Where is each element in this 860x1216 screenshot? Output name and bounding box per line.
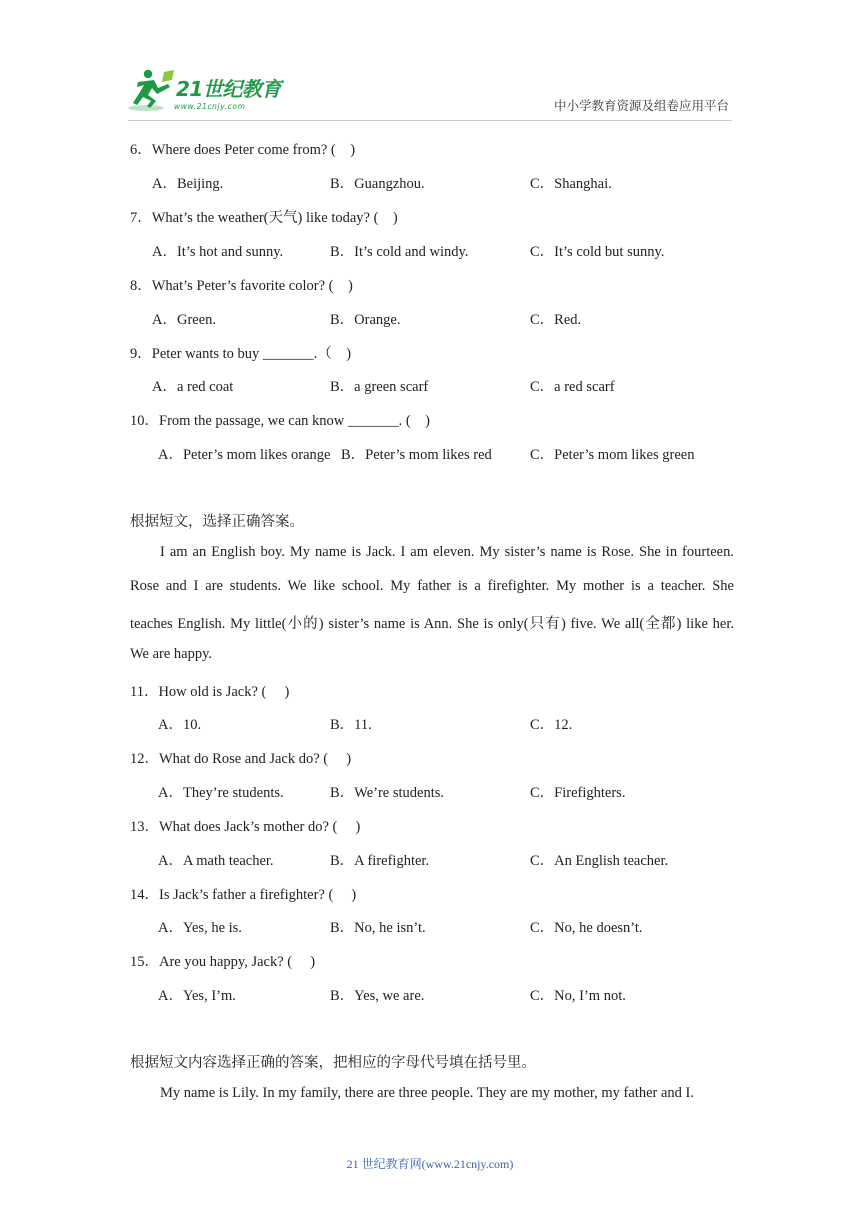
- option-a: A．Yes, I’m.: [158, 988, 236, 1004]
- option-b: B．Peter’s mom likes red: [341, 447, 492, 463]
- option-b: B．It’s cold and windy.: [330, 244, 469, 260]
- options-row: [130, 172, 734, 192]
- question-7: 7．What’s the weather(天气) like today? ( ): [130, 210, 398, 226]
- question-15: 15．Are you happy, Jack? ( ): [130, 954, 316, 970]
- options-row: [130, 240, 734, 260]
- option-a: A．It’s hot and sunny.: [152, 244, 284, 260]
- question-6: 6．Where does Peter come from? ( ): [130, 142, 356, 158]
- passage-line: teaches English. My little(小的) sister’s name is Ann. She is only(只有) five. We all(全都) like her.: [130, 616, 734, 632]
- question-8: 8．What’s Peter’s favorite color? ( ): [130, 278, 353, 294]
- option-c: C．No, he doesn’t.: [530, 920, 643, 936]
- option-a: A．Beijing.: [152, 176, 224, 192]
- option-c: C．Firefighters.: [530, 785, 626, 801]
- options-row: [130, 713, 734, 733]
- header-tagline: 中小学教育资源及组卷应用平台: [553, 98, 729, 113]
- passage-line: My name is Lily. In my family, there are three people. They are my mother, my father and I.: [160, 1085, 694, 1101]
- question-14: 14．Is Jack’s father a firefighter? ( ): [130, 887, 357, 903]
- passage-line: We are happy.: [130, 646, 213, 662]
- option-b: B．11.: [330, 717, 372, 733]
- option-c: C．It’s cold but sunny.: [530, 244, 665, 260]
- question-9: 9．Peter wants to buy _______.（ ): [130, 346, 352, 362]
- options-row: [130, 849, 734, 869]
- option-a: A．Peter’s mom likes orange: [158, 447, 331, 463]
- option-c: C．No, I’m not.: [530, 988, 626, 1004]
- option-b: B．We’re students.: [330, 785, 445, 801]
- option-b: B．No, he isn’t.: [330, 920, 426, 936]
- option-b: B．Orange.: [330, 312, 401, 328]
- option-a: A．a red coat: [152, 379, 234, 395]
- section-instruction: 根据短文内容选择正确的答案，把相应的字母代号填在括号里。: [130, 1055, 536, 1071]
- question-11: 11．How old is Jack? ( ): [130, 684, 290, 700]
- options-row: [130, 308, 734, 328]
- options-row: [130, 916, 734, 936]
- options-row: [130, 375, 734, 395]
- option-a: A．Green.: [152, 312, 217, 328]
- logo-title: 21世纪教育: [176, 77, 281, 101]
- option-a: A．A math teacher.: [158, 853, 274, 869]
- option-a: A．Yes, he is.: [158, 920, 242, 936]
- section-instruction: 根据短文，选择正确答案。: [130, 514, 304, 530]
- question-13: 13．What does Jack’s mother do? ( ): [130, 819, 361, 835]
- options-row: [130, 443, 734, 463]
- question-12: 12．What do Rose and Jack do? ( ): [130, 751, 352, 767]
- option-c: C．An English teacher.: [530, 853, 669, 869]
- page-header: [0, 0, 860, 125]
- option-b: B．Guangzhou.: [330, 176, 425, 192]
- option-c: C．12.: [530, 717, 573, 733]
- option-c: C．Shanghai.: [530, 176, 612, 192]
- option-b: B．Yes, we are.: [330, 988, 425, 1004]
- options-row: [130, 781, 734, 801]
- option-c: C．Red.: [530, 312, 582, 328]
- option-c: C．a red scarf: [530, 379, 615, 395]
- question-10: 10．From the passage, we can know _______. ( ): [130, 413, 431, 429]
- option-b: B．A firefighter.: [330, 853, 430, 869]
- option-a: A．They’re students.: [158, 785, 284, 801]
- header-divider: [128, 120, 732, 121]
- runner-logo-icon: [124, 68, 180, 116]
- option-c: C．Peter’s mom likes green: [530, 447, 695, 463]
- option-b: B．a green scarf: [330, 379, 429, 395]
- page-footer: 21 世纪教育网(www.21cnjy.com): [346, 1157, 514, 1171]
- passage-line: I am an English boy. My name is Jack. I am eleven. My sister’s name is Rose. She in fourteen.: [160, 544, 734, 560]
- options-row: [130, 984, 734, 1004]
- logo-url: www.21cnjy.com: [174, 102, 246, 111]
- passage-line: Rose and I are students. We like school. My father is a firefighter. My mother is a teacher. She: [130, 578, 734, 594]
- option-a: A．10.: [158, 717, 202, 733]
- logo: [124, 68, 294, 116]
